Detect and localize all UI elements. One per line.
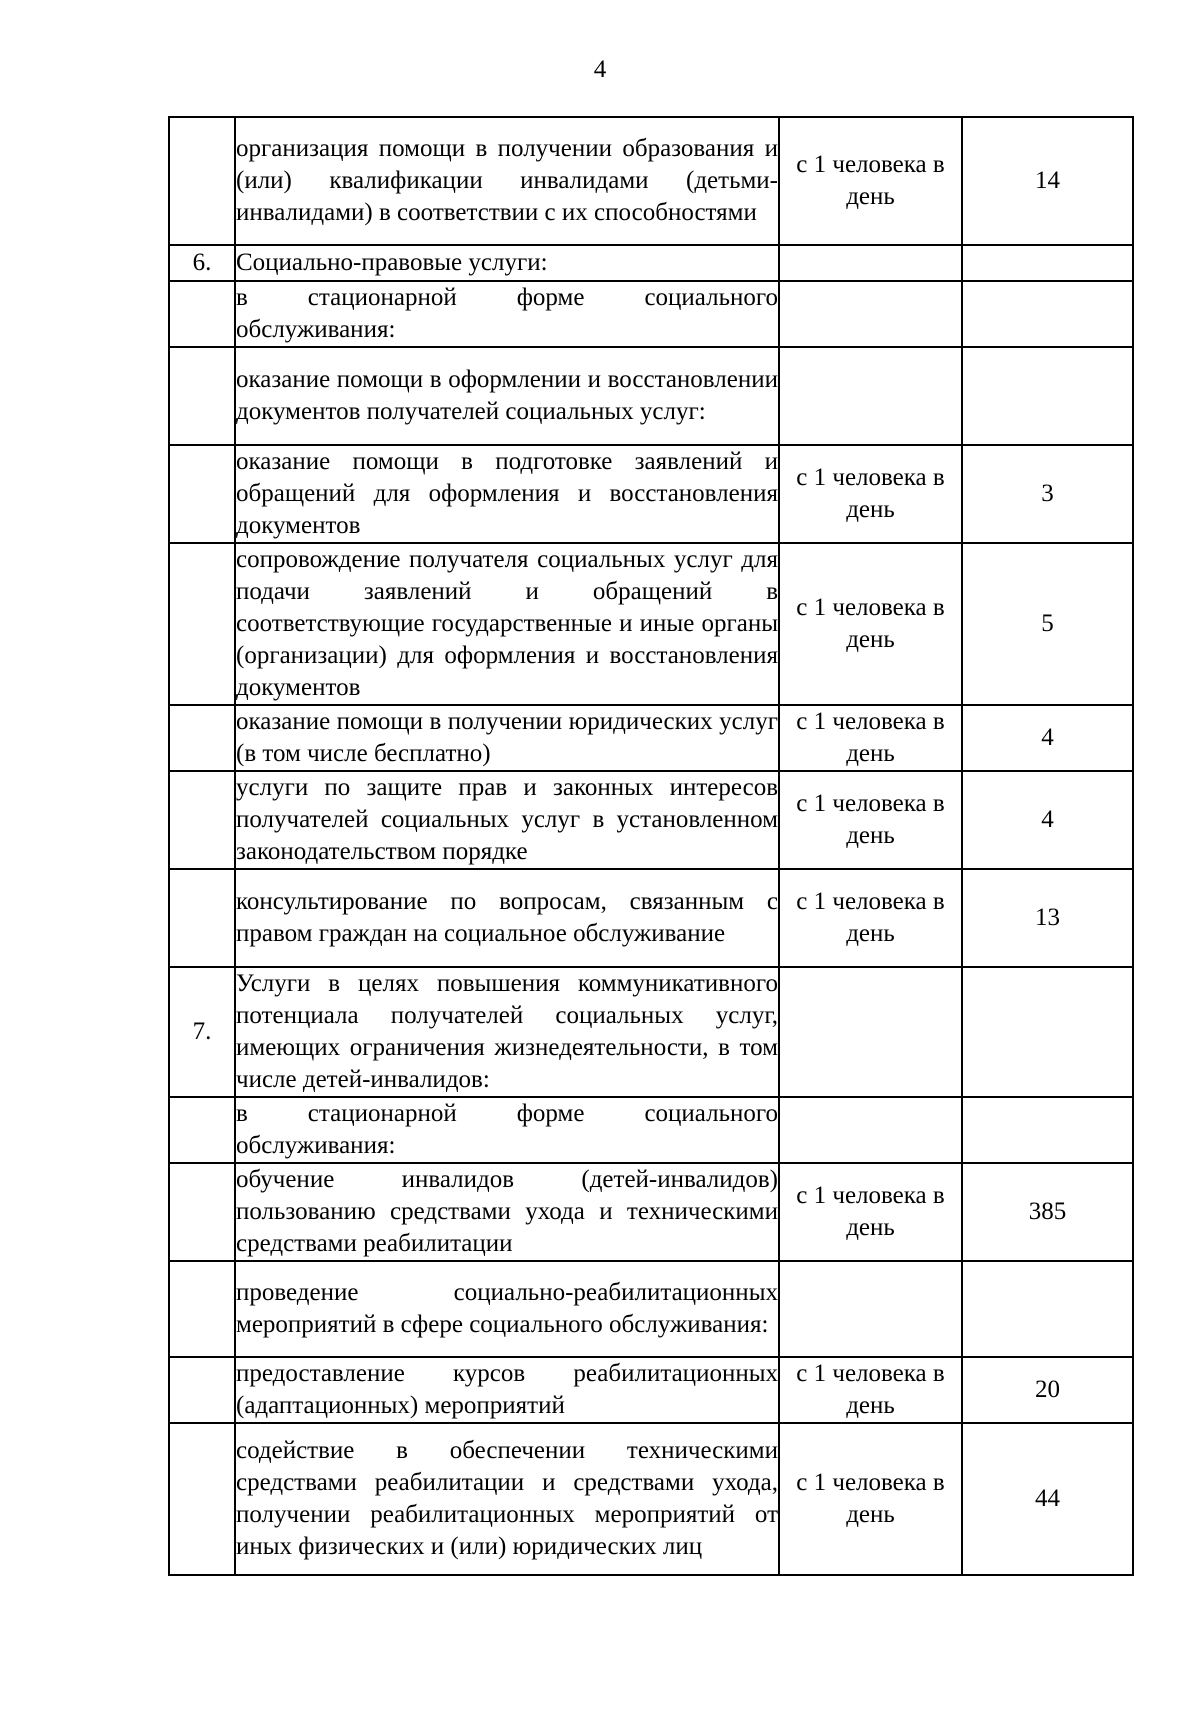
row-number-cell — [169, 705, 235, 771]
row-number-cell — [169, 281, 235, 347]
row-number-cell — [169, 117, 235, 245]
value-cell: 3 — [962, 445, 1133, 543]
unit-cell — [779, 245, 962, 281]
service-description-cell: оказание помощи в получении юридических услуг (в том числе бесплатно) — [235, 705, 779, 771]
table-row — [169, 1097, 1133, 1163]
service-description-cell: организация помощи в получении образования и (или) квалификации инвалидами (детьми-инвалидами) в соответствии с их способностями — [235, 117, 779, 245]
service-description-cell: оказание помощи в оформлении и восстановлении документов получателей социальных услуг: — [235, 347, 779, 445]
value-cell: 44 — [962, 1423, 1133, 1575]
unit-cell: с 1 человека в день — [779, 445, 962, 543]
service-description-cell: обучение инвалидов (детей-инвалидов) пользованию средствами ухода и техническими средствами реабилитации — [235, 1163, 779, 1261]
unit-cell: с 1 человека в день — [779, 543, 962, 705]
unit-cell — [779, 967, 962, 1097]
value-cell — [962, 347, 1133, 445]
unit-cell: с 1 человека в день — [779, 869, 962, 967]
service-description-cell: услуги по защите прав и законных интересов получателей социальных услуг в установленном законодательством порядке — [235, 771, 779, 869]
services-table — [168, 116, 1134, 1576]
value-cell — [962, 967, 1133, 1097]
row-number-cell — [169, 1163, 235, 1261]
service-description-cell: предоставление курсов реабилитационных (адаптационных) мероприятий — [235, 1357, 779, 1423]
unit-cell: с 1 человека в день — [779, 1163, 962, 1261]
unit-cell — [779, 1097, 962, 1163]
value-cell: 385 — [962, 1163, 1133, 1261]
service-description-cell: оказание помощи в подготовке заявлений и обращений для оформления и восстановления документов — [235, 445, 779, 543]
row-number-cell — [169, 1261, 235, 1357]
row-number-cell: 6. — [169, 245, 235, 281]
unit-cell — [779, 1261, 962, 1357]
unit-cell — [779, 347, 962, 445]
value-cell: 4 — [962, 771, 1133, 869]
row-number-cell — [169, 1097, 235, 1163]
row-number-cell — [169, 1423, 235, 1575]
table-row — [169, 1163, 1133, 1261]
table-row — [169, 1357, 1133, 1423]
value-cell — [962, 281, 1133, 347]
row-number-cell — [169, 347, 235, 445]
unit-cell — [779, 281, 962, 347]
service-description-cell: в стационарной форме социального обслуживания: — [235, 1097, 779, 1163]
table-row — [169, 771, 1133, 869]
value-cell — [962, 1097, 1133, 1163]
service-description-cell: в стационарной форме социального обслуживания: — [235, 281, 779, 347]
value-cell — [962, 245, 1133, 281]
service-description-cell: Социально-правовые услуги: — [235, 245, 779, 281]
table-row — [169, 705, 1133, 771]
row-number-cell — [169, 1357, 235, 1423]
service-description-cell: сопровождение получателя социальных услуг для подачи заявлений и обращений в соответствующие государственные и иные органы (организации) для оформления и восстановления документов — [235, 543, 779, 705]
table-row — [169, 281, 1133, 347]
value-cell — [962, 1261, 1133, 1357]
page-number: 4 — [593, 56, 607, 83]
table-row — [169, 543, 1133, 705]
value-cell: 20 — [962, 1357, 1133, 1423]
table-row — [169, 1423, 1133, 1575]
table-row — [169, 245, 1133, 281]
service-description-cell: консультирование по вопросам, связанным с правом граждан на социальное обслуживание — [235, 869, 779, 967]
row-number-cell — [169, 869, 235, 967]
service-description-cell: проведение социально-реабилитационных мероприятий в сфере социального обслуживания: — [235, 1261, 779, 1357]
value-cell: 13 — [962, 869, 1133, 967]
value-cell: 4 — [962, 705, 1133, 771]
service-description-cell: Услуги в целях повышения коммуникативного потенциала получателей социальных услуг, имеющих ограничения жизнедеятельности, в том числе детей-инвалидов: — [235, 967, 779, 1097]
unit-cell: с 1 человека в день — [779, 117, 962, 245]
row-number-cell — [169, 445, 235, 543]
table-row — [169, 445, 1133, 543]
table-row — [169, 869, 1133, 967]
table-row — [169, 117, 1133, 245]
unit-cell: с 1 человека в день — [779, 1357, 962, 1423]
row-number-cell — [169, 771, 235, 869]
value-cell: 5 — [962, 543, 1133, 705]
row-number-cell — [169, 543, 235, 705]
value-cell: 14 — [962, 117, 1133, 245]
table-row — [169, 967, 1133, 1097]
table-row — [169, 347, 1133, 445]
unit-cell: с 1 человека в день — [779, 771, 962, 869]
service-description-cell: содействие в обеспечении техническими средствами реабилитации и средствами ухода, получении реабилитационных мероприятий от иных физических и (или) юридических лиц — [235, 1423, 779, 1575]
unit-cell: с 1 человека в день — [779, 1423, 962, 1575]
unit-cell: с 1 человека в день — [779, 705, 962, 771]
row-number-cell: 7. — [169, 967, 235, 1097]
table-row — [169, 1261, 1133, 1357]
